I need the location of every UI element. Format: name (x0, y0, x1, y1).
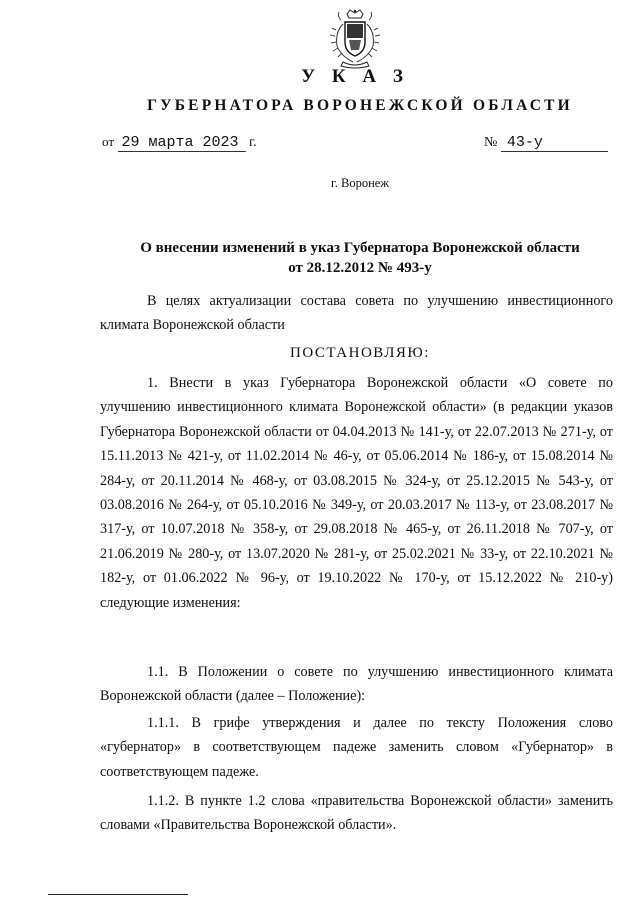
document-subject (100, 238, 620, 278)
paragraph-1-1: 1.1. В Положении о совете по улучшению инвестиционного климата Воронежской области (далее – Положение): (100, 664, 613, 705)
date-value: 29 марта 2023 (118, 134, 246, 152)
number-value: 43-у (501, 134, 608, 152)
document-type-title: У К А З (301, 66, 409, 87)
subject-line-2: от 28.12.2012 № 493-у (288, 260, 432, 276)
decree-word: ПОСТАНОВЛЯЮ: (290, 345, 430, 361)
voronezh-coat-of-arms-icon (327, 8, 383, 70)
subject-line-1: О внесении изменений в указ Губернатора Воронежской области (140, 240, 580, 256)
date-prefix: от (102, 134, 115, 149)
document-date (102, 134, 257, 152)
date-suffix: г. (249, 135, 257, 150)
paragraph-1-1-1: 1.1.1. В грифе утверждения и далее по тексту Положения слово «губернатор» в соответствующем падеже заменить словом «Губернатор» в соответствующем падеже. (100, 715, 613, 780)
document-issuer-title: ГУБЕРНАТОРА ВОРОНЕЖСКОЙ ОБЛАСТИ (147, 97, 573, 114)
footnote-separator (48, 894, 188, 895)
number-prefix: № (484, 135, 498, 150)
preamble-paragraph: В целях актуализации состава совета по улучшению инвестиционного климата Воронежской области (100, 293, 613, 334)
document-city: г. Воронеж (331, 176, 389, 190)
document-number (484, 134, 608, 152)
paragraph-1-1-2: 1.1.2. В пункте 1.2 слова «правительства Воронежской области» заменить словами «Правительства Воронежской области». (100, 793, 613, 834)
paragraph-1: 1. Внести в указ Губернатора Воронежской области «О совете по улучшению инвестиционного климата Воронежской области» (в редакции указов Губернатора Воронежской области от 04.04.2013 № 141-у, от 22.07.2013 № 271-у, от 15.11.2013 № 421-у, от 11.02.2014 № 46-у, от 05.06.2014 № 186-у, от 15.08.2014 № 284-у, от 20.11.2014 № 468-у, от 03.08.2015 № 324-у, от 25.12.2015 № 543-у, от 03.08.2016 № 264-у, от 05.10.2016 № 349-у, от 20.03.2017 № 113-у, от 23.08.2017 № 317-у, от 10.07.2018 № 358-у, от 29.08.2018 № 465-у, от 26.11.2018 № 707-у, от 21.06.2019 № 280-у, от 13.07.2020 № 281-у, от 25.02.2021 № 33-у, от 22.10.2021 № 182-у, от 01.06.2022 № 96-у, от 19.10.2022 № 170-у, от 15.12.2022 № 210-у) следующие изменения: (100, 375, 613, 611)
